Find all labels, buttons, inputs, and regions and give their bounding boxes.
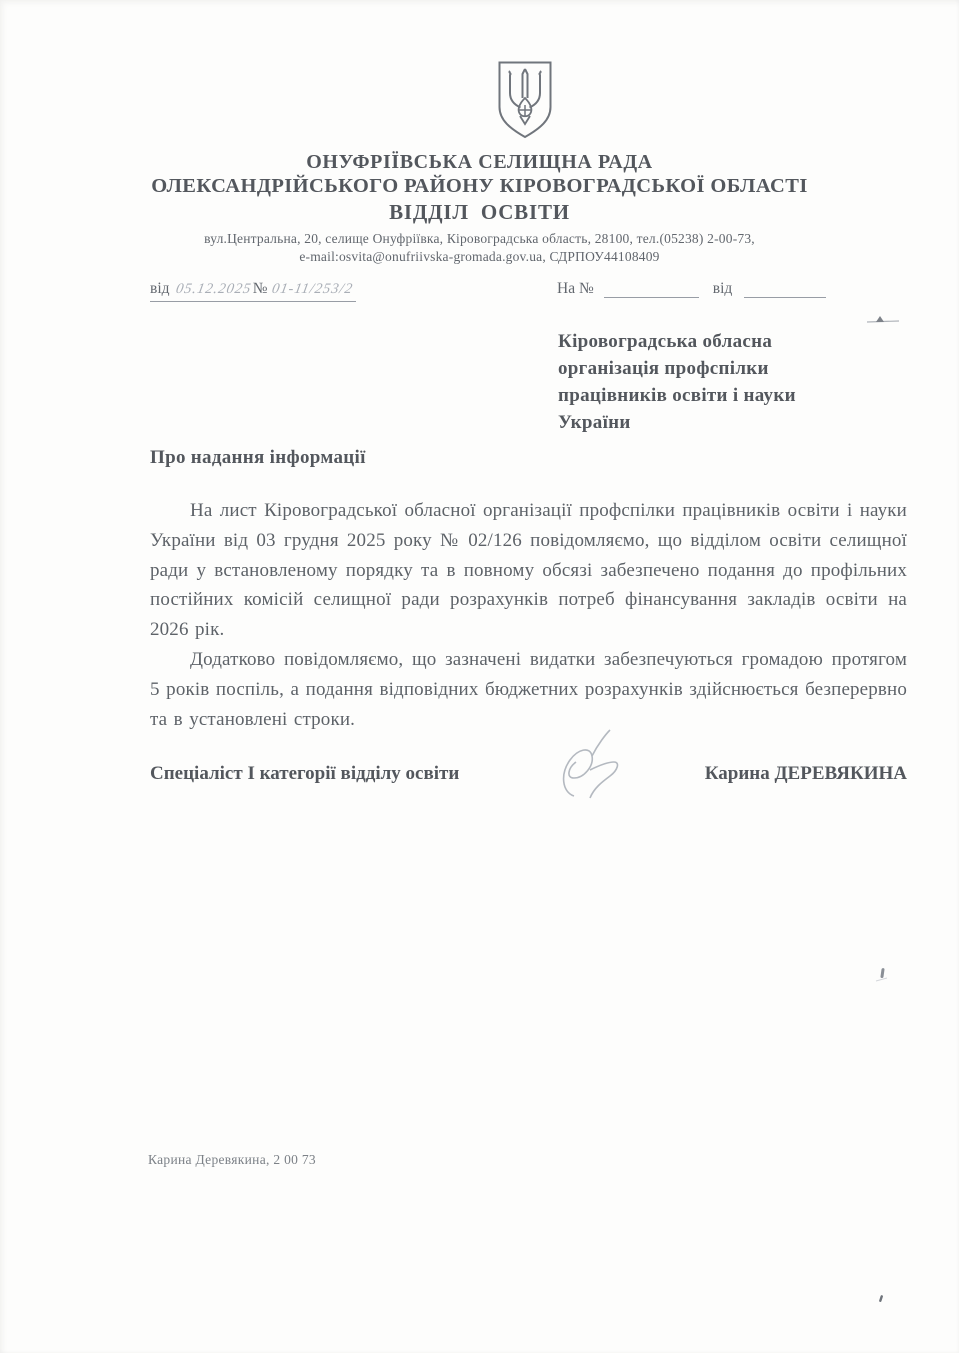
recipient-line: організація профспілки [558,358,769,379]
outgoing-number-label: № [252,280,268,297]
subject-line: Про надання інформації [150,447,366,468]
recipient-line: Кіровоградська обласна [558,331,773,352]
letter-body [150,496,907,734]
outgoing-date-handwritten: 05.12.2025 [174,281,253,297]
org-name-line3: ВІДДІЛ ОСВІТИ [389,200,570,224]
outgoing-date-label: від [150,280,170,297]
recipient-line: України [558,412,631,433]
address-line2: e-mail:osvita@onufriivska-gromada.gov.ua, СДРПОУ44108409 [299,248,660,264]
scan-artifact-dot [874,1293,888,1312]
incoming-date-blank [744,283,826,298]
body-paragraph-2: Додатково повідомляємо, що зазначені видатки забезпечуються громадою протягом 5 років поспіль, а подання відповідних бюджетних розрахунків здійснюється безперервно та в установлені строки. [150,648,907,730]
address-line1: вул.Центральна, 20, селище Онуфріївка, Кіровоградська область, 28100, тел.(05238) 2-00-73, [204,231,755,246]
ukraine-trident-emblem [496,60,554,140]
incoming-date-label: від [712,280,733,297]
scan-artifact-speck [874,965,890,990]
incoming-number-blank [604,283,699,298]
outgoing-number-handwritten: 01-11/253/2 [270,281,354,297]
incoming-reference [557,280,826,298]
org-name-line1: ОНУФРІЇВСЬКА СЕЛИЩНА РАДА [306,151,653,173]
body-paragraph-1: На лист Кіровоградської обласної організації профспілки працівників освіти і науки України від 03 грудня 2025 року № 02/126 повідомляємо, що відділом освіти селищної ради у встановленому порядку та в повному обсязі забезпечено подання до профільних постійних комісій селищної ради розрахунків потреб фінансування закладів освіти на 2026 рік. [150,500,907,641]
signer-position-title: Спеціаліст І категорії відділу освіти [150,763,460,784]
letterhead-address [0,230,959,265]
incoming-number-label: На № [557,280,594,297]
recipient-line: працівників освіти і науки [558,385,796,406]
executor-footnote: Карина Деревякина, 2 00 73 [148,1152,316,1167]
outgoing-reference [150,280,356,302]
signer-name: Карина ДЕРЕВЯКИНА [704,763,907,784]
org-name-line2: ОЛЕКСАНДРІЙСЬКОГО РАЙОНУ КІРОВОГРАДСЬКОЇ ОБЛАСТІ [151,175,808,197]
recipient-block [558,328,796,436]
signature-row [150,763,907,785]
letterhead [0,150,959,225]
scan-artifact-smudge [866,313,900,331]
